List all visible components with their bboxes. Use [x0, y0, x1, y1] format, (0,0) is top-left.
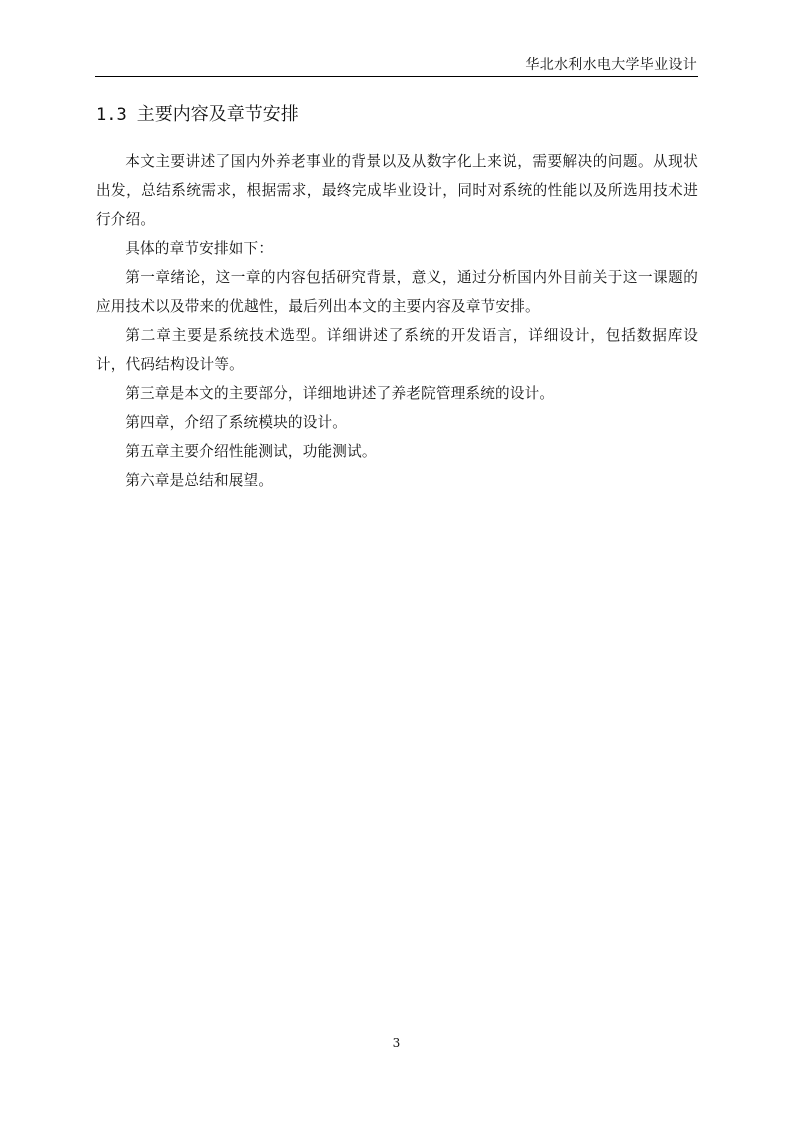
header-divider: [95, 76, 698, 77]
section-title: 主要内容及章节安排: [136, 104, 299, 125]
page-number: 3: [392, 1036, 401, 1050]
body-text: [96, 147, 698, 495]
paragraph-chapter-5: 第五章主要介绍性能测试，功能测试。: [125, 443, 377, 460]
paragraph-chapter-4: 第四章，介绍了系统模块的设计。: [125, 414, 348, 431]
section-heading: [96, 103, 299, 127]
paragraph-chapter-3: 第三章是本文的主要部分，详细地讲述了养老院管理系统的设计。: [125, 385, 555, 402]
running-header: 华北水利水电大学毕业设计: [525, 57, 697, 73]
section-number: 1.3: [96, 105, 127, 125]
paragraph-intro: 本文主要讲述了国内外养老事业的背景以及从数字化上来说，需要解决的问题。从现状出发，总结系统需求，根据需求，最终完成毕业设计，同时对系统的性能以及所选用技术进行介绍。: [96, 153, 698, 228]
paragraph-chapter-6: 第六章是总结和展望。: [125, 472, 274, 489]
paragraph-chapter-2: 第二章主要是系统技术选型。详细讲述了系统的开发语言，详细设计，包括数据库设计，代码结构设计等。: [96, 327, 698, 373]
paragraph-chapter-1: 第一章绪论，这一章的内容包括研究背景，意义，通过分析国内外目前关于这一课题的应用技术以及带来的优越性，最后列出本文的主要内容及章节安排。: [96, 269, 698, 315]
paragraph-outline-lead: 具体的章节安排如下：: [125, 240, 274, 257]
